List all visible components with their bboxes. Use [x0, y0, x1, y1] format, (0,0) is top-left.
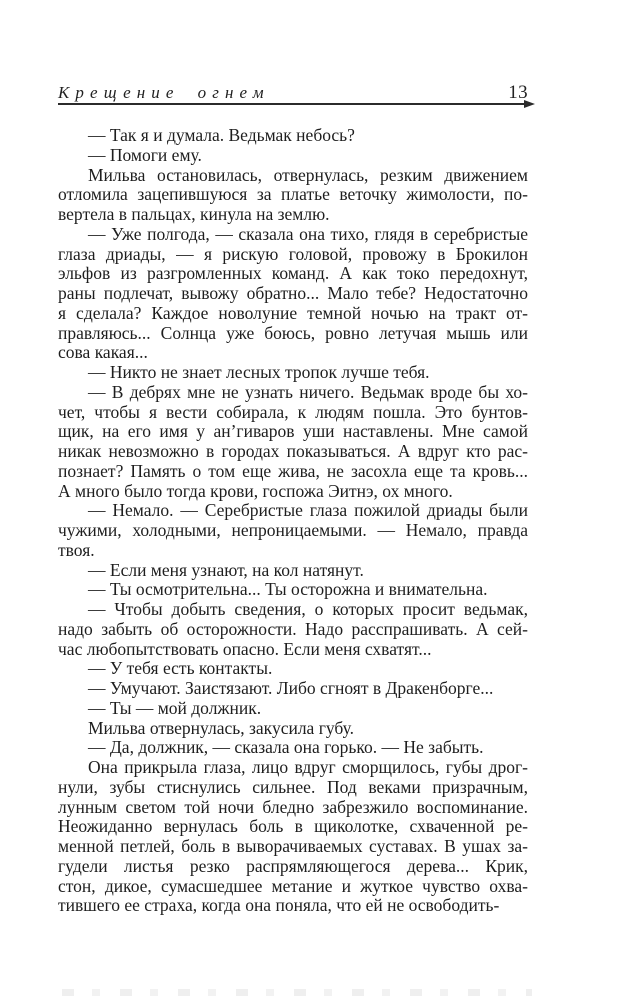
text-line: — В дебрях мне не узнать ничего. Ведьмак вроде бы хо-: [88, 381, 528, 402]
paragraph: [58, 659, 528, 679]
text-line: вертела в пальцах, кинула на землю.: [58, 204, 330, 224]
text-line: гудели листья резко распрямляющегося дерева... Крик,: [58, 855, 528, 876]
paragraph: [58, 719, 528, 739]
scan-artifact-strip: [62, 989, 532, 996]
text-line: правляюсь... Солнца уже боюсь, ровно летучая мышь или: [58, 322, 528, 343]
text-line: я сделала? Каждое новолуние темной ночью на тракт от-: [58, 302, 528, 323]
text-line: Мильва остановилась, отвернулась, резким движением: [88, 164, 528, 185]
paragraph: [58, 146, 528, 166]
paragraph: [58, 383, 528, 502]
paragraph: [58, 166, 528, 225]
text-line: щик, на его имя у ан’гиваров уши наставлены. Мне самой: [58, 421, 528, 442]
text-line: — Так я и думала. Ведьмак небось?: [88, 125, 355, 145]
header-rule: [58, 103, 524, 105]
paragraph: [58, 699, 528, 719]
text-line: — Если меня узнают, на кол натянут.: [88, 559, 364, 580]
paragraph: [58, 679, 528, 699]
page-number: 13: [508, 82, 528, 103]
text-line: — Чтобы добыть сведения, о которых просит ведьмак,: [88, 599, 528, 619]
paragraph: [58, 580, 528, 600]
text-line: А много было тогда крови, госпожа Эитнэ, ох много.: [58, 480, 453, 501]
text-line: — Ты — мой должник.: [88, 697, 262, 718]
text-line: надо забыть об осторожности. Надо расспрашивать. А сей-: [58, 618, 528, 639]
text-line: менной петлей, боль в выворачиваемых суставах. В ушах за-: [58, 836, 528, 856]
text-line: — У тебя есть контакты.: [88, 658, 273, 679]
text-line: Она прикрыла глаза, лицо вдруг сморщилось, губы дрог-: [88, 757, 528, 777]
text-line: стон, дикое, сумасшедшее метание и жуткое чувство охва-: [58, 875, 528, 896]
text-line: чет, чтобы я вести собирала, к людям пошла. Это бунтов-: [58, 401, 528, 422]
text-line: глаза дриады, — я рискую головой, провожу в Брокилон: [58, 243, 528, 264]
text-line: чужими, холодными, непроницаемыми. — Немало, правда: [58, 520, 528, 540]
text-line: лунным светом той ночи бледно забрезжило воспоминание.: [58, 796, 528, 817]
text-line: — Ты осмотрительна... Ты осторожна и внимательна.: [88, 579, 488, 600]
running-header: [58, 82, 528, 104]
text-line: твоя.: [58, 539, 95, 560]
text-line: — Помоги ему.: [88, 144, 202, 165]
text-line: — Уже полгода, — сказала она тихо, глядя в серебристые: [88, 223, 528, 244]
chapter-title: Крещение огнем: [58, 83, 270, 102]
text-line: раны подлечат, вывожу обратно... Мало тебе? Недостаточно: [58, 283, 528, 303]
text-line: — Немало. — Серебристые глаза пожилой дриады были: [88, 500, 528, 521]
text-line: нули, зубы стиснулись сильнее. Под веками призрачным,: [58, 776, 528, 797]
paragraph: [58, 738, 528, 758]
text-line: — Никто не знает лесных тропок лучше тебя.: [88, 362, 430, 382]
text-line: эльфов из разгромленных команд. А как токо передохнут,: [58, 263, 528, 284]
text-line: Мильва отвернулась, закусила губу.: [88, 717, 355, 738]
paragraph: [58, 363, 528, 383]
text-line: — Умучают. Заистязают. Либо сгноят в Дракенборге...: [88, 678, 494, 698]
text-line: час любопытствовать опасно. Если меня схватят...: [58, 638, 432, 659]
text-line: Неожиданно вернулась боль в щиколотке, схваченной ре-: [58, 816, 528, 837]
paragraph: [58, 758, 528, 916]
paragraph: [58, 561, 528, 581]
paragraph: [58, 600, 528, 659]
paragraph: [58, 501, 528, 560]
text-line: отломила зацепившуюся за платье веточку жимолости, по-: [58, 184, 528, 205]
body-text: [58, 126, 528, 916]
text-line: познает? Память о том еще жива, не засохла еще та кровь...: [58, 460, 528, 481]
paragraph: [58, 225, 528, 363]
paragraph: [58, 126, 528, 146]
text-line: никак невозможно в городах показываться. А вдруг кто рас-: [58, 441, 528, 461]
text-line: — Да, должник, — сказала она горько. — Не забыть.: [88, 737, 484, 758]
arrow-right-icon: [524, 100, 535, 108]
text-line: тившего ее страха, когда она поняла, что ей не освободить-: [58, 895, 500, 916]
text-line: сова какая...: [58, 342, 148, 363]
